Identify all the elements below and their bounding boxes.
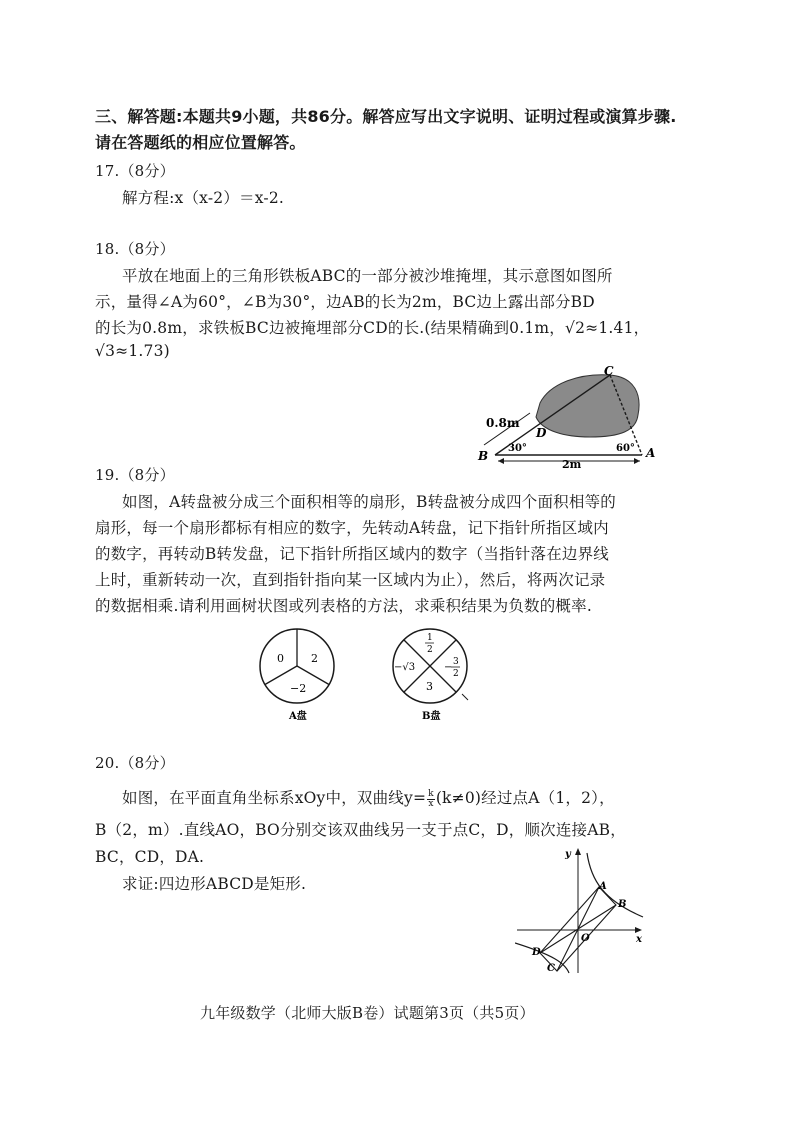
- disc-b-right-num: 3: [453, 657, 459, 667]
- label-b: B: [478, 449, 489, 463]
- arrow-right: [634, 458, 640, 464]
- q20-line4: 求证:四边形ABCD是矩形.: [122, 875, 307, 893]
- point-c: C: [547, 963, 555, 974]
- q18-number: 18.（8分）: [95, 240, 175, 258]
- disc-b-top-den: 2: [427, 645, 433, 655]
- q20-line1-a: 如图，在平面直角坐标系xOy中，双曲线y=: [122, 789, 427, 807]
- disc-b-right-den: 2: [453, 669, 459, 679]
- hyperbola-branch-1: [587, 853, 643, 917]
- hyperbola-branch-2: [515, 943, 569, 973]
- disc-b-pointer: [462, 694, 468, 700]
- disc-a-caption: A盘: [289, 711, 307, 722]
- section-title-line1: 三、解答题:本题共9小题，共86分。解答应写出文字说明、证明过程或演算步骤.: [95, 107, 677, 126]
- disc-a-value-1: 2: [311, 652, 318, 665]
- axis-y-label: y: [565, 849, 571, 860]
- disc-b-left: −√3: [394, 662, 416, 673]
- sand-pile: [536, 375, 639, 437]
- q19-line2: 扇形，每一个扇形都标有相应的数字，先转动A转盘，记下指针所指区域内: [95, 519, 609, 537]
- q19-line4: 上时，重新转动一次，直到指针指向某一区域内为止），然后，将两次记录: [95, 571, 606, 589]
- arrow-left: [498, 458, 504, 464]
- point-b: B: [618, 899, 627, 910]
- q18-triangle-figure: [470, 365, 670, 470]
- disc-b-right-sign: −: [444, 662, 453, 673]
- point-a: A: [599, 881, 607, 892]
- q20-line1: [122, 786, 615, 809]
- fraction-num: k: [428, 788, 434, 799]
- q20-line2: B（2，m）.直线AO，BO分别交该双曲线另一支于点C，D，顺次连接AB，: [95, 821, 626, 839]
- q18-line3: 的长为0.8m，求铁板BC边被掩埋部分CD的长.(结果精确到0.1m，√2≈1.41，: [95, 319, 650, 337]
- q19-line1: 如图，A转盘被分成三个面积相等的扇形，B转盘被分成四个面积相等的: [122, 493, 616, 511]
- disc-a-figure: [255, 624, 345, 724]
- disc-a-value-2: −2: [290, 682, 307, 695]
- section-title-line2: 请在答题纸的相应位置解答。: [95, 133, 306, 152]
- label-d: D: [536, 426, 547, 440]
- y-axis-arrow: [575, 848, 581, 855]
- q19-line3: 的数字，再转动B转发盘，记下指针所指区域内的数字（当指针落在边界线: [95, 545, 609, 563]
- q20-line1-b: (k≠0)经过点A（1，2），: [435, 789, 615, 807]
- disc-b-caption: B盘: [422, 711, 441, 722]
- page-footer: 九年级数学（北师大版B卷）试题第3页（共5页）: [200, 1004, 535, 1022]
- q20-hyperbola-figure: [515, 845, 655, 975]
- q18-line2: 示，量得∠A为60°，∠B为30°，边AB的长为2m，BC边上露出部分BD: [95, 293, 595, 311]
- q17-text: 解方程:x（x-2）＝x-2.: [122, 189, 285, 207]
- angle-b: 30°: [508, 443, 527, 454]
- fraction-den: x: [428, 798, 434, 809]
- label-ab: 2m: [562, 458, 582, 470]
- fraction-k-over-x: [427, 790, 435, 809]
- angle-a: 60°: [616, 443, 635, 454]
- axis-x-label: x: [636, 934, 642, 945]
- label-a: A: [646, 446, 656, 460]
- q17-number: 17.（8分）: [95, 162, 175, 180]
- disc-b-top-num: 1: [427, 633, 433, 643]
- q18-line4: √3≈1.73): [95, 342, 170, 360]
- x-axis-arrow: [635, 927, 642, 933]
- q18-line1: 平放在地面上的三角形铁板ABC的一部分被沙堆掩埋，其示意图如图所: [122, 267, 613, 285]
- disc-b-bottom: 3: [426, 680, 433, 693]
- point-o: O: [581, 933, 590, 944]
- q20-number: 20.（8分）: [95, 754, 175, 772]
- q20-line3: BC，CD，DA.: [95, 848, 205, 866]
- label-c: C: [604, 365, 614, 378]
- disc-b-figure: [388, 624, 483, 724]
- q19-line5: 的数据相乘.请利用画树状图或列表格的方法，求乘积结果为负数的概率.: [95, 597, 592, 615]
- disc-a-value-0: 0: [277, 652, 284, 665]
- point-d: D: [532, 947, 541, 958]
- label-bd: 0.8m: [486, 416, 520, 430]
- q19-number: 19.（8分）: [95, 466, 175, 484]
